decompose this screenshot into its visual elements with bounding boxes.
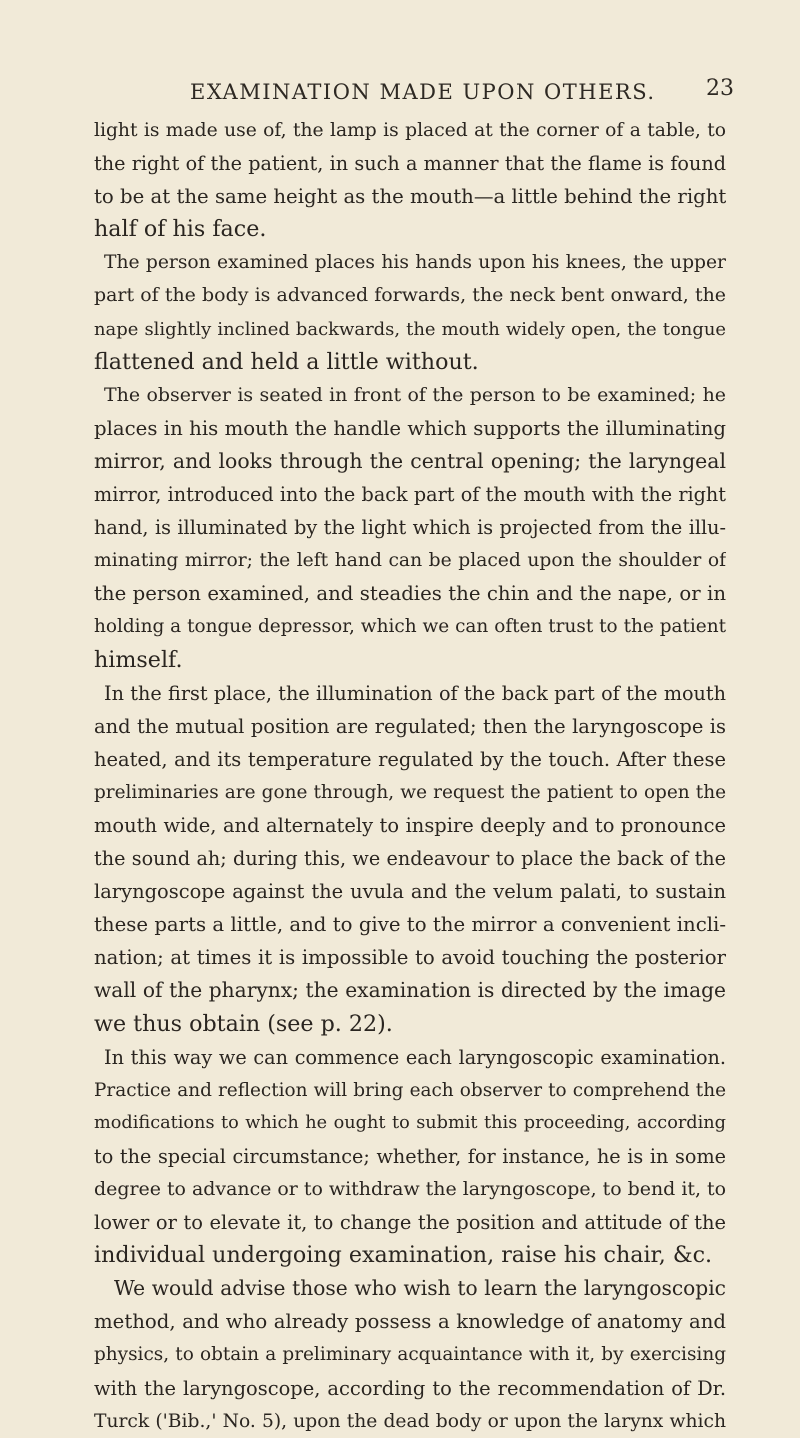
text-line: and the mutual position are regulated; then the laryngoscope is	[94, 714, 726, 738]
text-line: to be at the same height as the mouth—a little behind the right	[94, 185, 726, 209]
text-line: degree to advance or to withdraw the laryngoscope, to bend it, to	[94, 1178, 726, 1200]
text-line: part of the body is advanced forwards, the neck bent onward, the	[94, 284, 726, 307]
text-line: individual undergoing examination, raise his chair, &c.	[94, 1242, 713, 1269]
text-line: nape slightly inclined backwards, the mouth widely open, the tongue	[94, 318, 726, 340]
text-line: to the special circumstance; whether, for instance, he is in some	[94, 1144, 726, 1168]
text-line: flattened and held a little without.	[94, 348, 479, 375]
text-line: these parts a little, and to give to the mirror a convenient incli-	[94, 913, 726, 937]
text-line: physics, to obtain a preliminary acquaintance with it, by exercising	[94, 1344, 726, 1366]
text-line: The observer is seated in front of the person to be examined; he	[104, 383, 726, 406]
text-line: nation; at times it is impossible to avoid touching the posterior	[94, 946, 726, 970]
text-line: laryngoscope against the uvula and the velum palati, to sustain	[94, 880, 726, 904]
text-line: half of his face.	[94, 216, 267, 243]
text-line: places in his mouth the handle which supports the illuminating	[94, 416, 726, 440]
text-line: heated, and its temperature regulated by the touch. After these	[94, 747, 726, 771]
text-line: the sound ah; during this, we endeavour to place the back of the	[94, 847, 726, 871]
text-line: mirror, introduced into the back part of the mouth with the right	[94, 483, 726, 507]
text-line: the right of the patient, in such a manner that the flame is found	[94, 152, 726, 176]
text-line: method, and who already possess a knowledge of anatomy and	[94, 1310, 726, 1334]
text-line: holding a tongue depressor, which we can often trust to the patient	[94, 616, 726, 638]
text-line: light is made use of, the lamp is placed at the corner of a table, to	[94, 120, 726, 141]
text-line: minating mirror; the left hand can be placed upon the shoulder of	[94, 550, 726, 572]
text-line: Turck ('Bib.,' No. 5), upon the dead body or upon the larynx which	[94, 1410, 726, 1432]
text-line: himself.	[94, 646, 183, 673]
text-line: The person examined places his hands upon his knees, the upper	[104, 252, 726, 274]
text-line: mouth wide, and alternately to inspire deeply and to pronounce	[94, 813, 726, 837]
text-line: mirror, and looks through the central opening; the laryngeal	[94, 448, 726, 473]
body-text	[94, 114, 726, 1438]
text-line: preliminaries are gone through, we request the patient to open the	[94, 781, 726, 803]
text-line: the person examined, and steadies the chin and the nape, or in	[94, 582, 726, 606]
text-line: wall of the pharynx; the examination is directed by the image	[94, 978, 726, 1003]
text-line: we thus obtain (see p. 22).	[94, 1010, 393, 1037]
text-line: lower or to elevate it, to change the position and attitude of the	[94, 1211, 726, 1235]
text-line: Practice and reflection will bring each observer to comprehend the	[94, 1079, 726, 1101]
text-line: In this way we can commence each laryngoscopic examination.	[104, 1045, 726, 1069]
page-number: 23	[706, 76, 734, 101]
running-head: EXAMINATION MADE UPON OTHERS.	[190, 80, 656, 104]
text-line: In the first place, the illumination of the back part of the mouth	[104, 681, 726, 705]
text-line: hand, is illuminated by the light which is projected from the illu-	[94, 516, 726, 540]
text-line: with the laryngoscope, according to the recommendation of Dr.	[94, 1376, 726, 1400]
text-line: We would advise those who wish to learn the laryngoscopic	[114, 1276, 726, 1301]
text-line: modifications to which he ought to submit this proceeding, according	[94, 1112, 726, 1133]
